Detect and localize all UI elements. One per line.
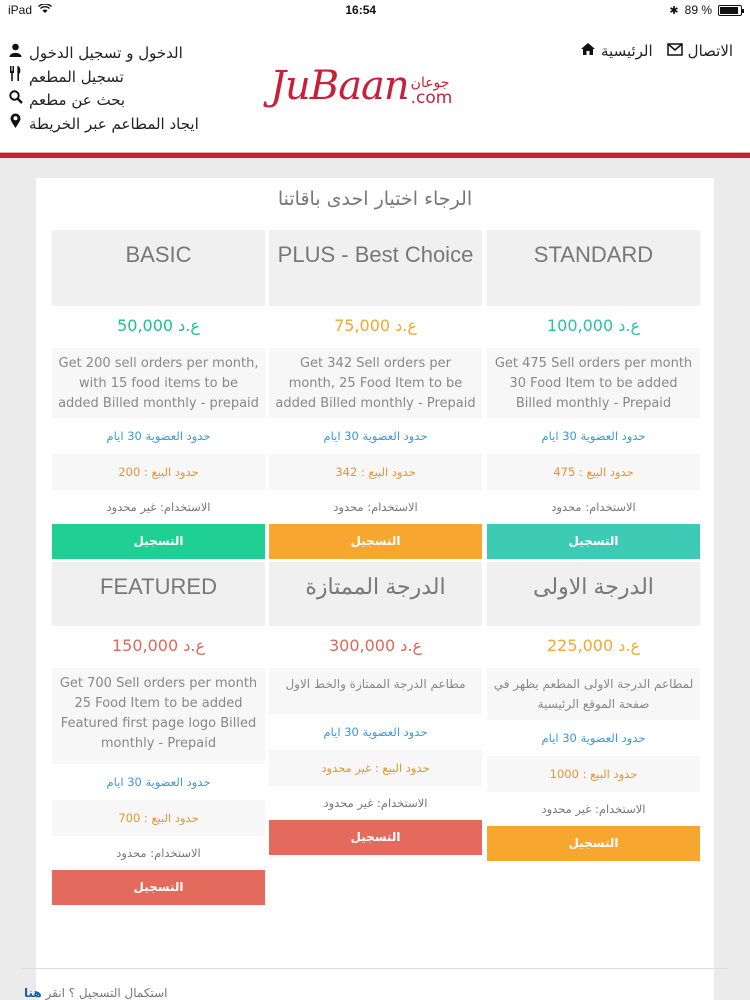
plan-sell-limit: حدود البيع : غير محدود (269, 750, 482, 786)
footer-note (24, 986, 167, 1000)
register-restaurant-link[interactable] (8, 66, 199, 90)
plan-title: PLUS - Best Choice (269, 230, 482, 306)
plan-duration: حدود العضوية 30 ايام (487, 720, 700, 756)
plan-sell-limit: حدود البيع : 200 (52, 454, 265, 490)
battery-percent: 89 % (684, 3, 712, 17)
plan-usage: الاستخدام: محدود (52, 836, 265, 870)
plan-duration: حدود العضوية 30 ايام (269, 418, 482, 454)
find-on-map-link[interactable] (8, 113, 199, 137)
device-name: iPad (8, 3, 33, 17)
plan-card (269, 562, 482, 855)
plan-usage: الاستخدام: غير محدود (487, 792, 700, 826)
plan-usage: الاستخدام: غير محدود (52, 490, 265, 524)
plan-register-button[interactable]: التسجيل (269, 820, 482, 855)
plan-sell-limit: حدود البيع : 1000 (487, 756, 700, 792)
battery-icon (718, 5, 742, 16)
page-title: الرجاء اختيار احدى باقاتنا (277, 188, 473, 210)
plan-description: Get 700 Sell orders per month 25 Food Item to be added Featured first page logo Billed monthly - Prepaid (52, 668, 265, 764)
plan-register-button[interactable]: التسجيل (52, 870, 265, 905)
plan-price: ع.د 225,000 (487, 626, 700, 668)
site-logo[interactable] (270, 63, 453, 109)
plan-register-button[interactable]: التسجيل (487, 524, 700, 559)
plan-title: STANDARD (487, 230, 700, 306)
plan-duration: حدود العضوية 30 ايام (487, 418, 700, 454)
plan-sell-limit: حدود البيع : 342 (269, 454, 482, 490)
site-header (0, 20, 750, 152)
plan-card (52, 562, 265, 905)
status-bar (0, 0, 750, 20)
register-restaurant-label: تسجيل المطعم (29, 67, 124, 86)
user-icon (8, 42, 23, 66)
plan-title: BASIC (52, 230, 265, 306)
plan-card (269, 230, 482, 559)
pricing-panel (36, 178, 714, 1000)
nav-home-label: الرئيسية (601, 42, 653, 60)
plan-description: Get 200 sell orders per month, with 15 food items to be added Billed monthly - prepaid (52, 348, 265, 418)
main-nav (580, 42, 733, 60)
footer-divider (22, 968, 728, 969)
nav-contact-label: الاتصال (687, 42, 734, 60)
plan-title: FEATURED (52, 562, 265, 626)
logo-side (411, 76, 453, 106)
plan-title: الدرجة الممتازة (269, 562, 482, 626)
plan-duration: حدود العضوية 30 ايام (52, 418, 265, 454)
plan-usage: الاستخدام: محدود (487, 490, 700, 524)
nav-contact[interactable] (667, 42, 733, 60)
plan-sell-limit: حدود البيع : 475 (487, 454, 700, 490)
plan-description: مطاعم الدرجة الممتازة والخط الاول (269, 668, 482, 714)
plan-card (487, 230, 700, 559)
envelope-icon (667, 42, 683, 60)
logo-com: .com (410, 88, 453, 108)
search-restaurant-label: بحث عن مطعم (29, 91, 126, 109)
search-restaurant-link[interactable] (8, 89, 199, 113)
plan-register-button[interactable]: التسجيل (52, 524, 265, 559)
plan-usage: الاستخدام: محدود (269, 490, 482, 524)
plan-description: Get 475 Sell orders per month 30 Food Item to be added Billed monthly - Prepaid (487, 348, 700, 418)
cutlery-icon (8, 66, 23, 90)
user-menu (8, 42, 199, 136)
header-divider (0, 152, 750, 158)
plan-price: ع.د 50,000 (52, 306, 265, 348)
plan-register-button[interactable]: التسجيل (269, 524, 482, 559)
logo-text: JuBaan (270, 63, 409, 109)
footer-here-link[interactable]: هنا (24, 986, 42, 1000)
plan-register-button[interactable]: التسجيل (487, 826, 700, 861)
login-link[interactable] (8, 42, 199, 66)
login-label: الدخول و تسجيل الدخول (29, 44, 183, 62)
map-marker-icon (8, 113, 23, 137)
plan-usage: الاستخدام: غير محدود (269, 786, 482, 820)
plan-duration: حدود العضوية 30 ايام (52, 764, 265, 800)
plan-description: Get 342 Sell orders per month, 25 Food Item to be added Billed monthly - Prepaid (269, 348, 482, 418)
find-on-map-label: ايجاد المطاعم عبر الخريطة (29, 114, 199, 133)
plan-price: ع.د 150,000 (52, 626, 265, 668)
plan-card (52, 230, 265, 559)
wifi-icon (38, 3, 52, 17)
plan-price: ع.د 100,000 (487, 306, 700, 348)
home-icon (580, 42, 596, 60)
plan-card (487, 562, 700, 861)
bluetooth-icon: ✱ (669, 4, 679, 17)
search-icon (8, 89, 23, 113)
nav-home[interactable] (580, 42, 653, 60)
footer-text: استكمال التسجيل ؟ انقر (45, 986, 168, 1000)
plan-sell-limit: حدود البيع : 700 (52, 800, 265, 836)
clock: 16:54 (345, 3, 377, 17)
logo-arabic: جوعان (410, 75, 450, 91)
plan-description: لمطاعم الدرجة الاولى المطعم يظهر في صفحة الموقع الرئيسية (487, 668, 700, 720)
plan-price: ع.د 75,000 (269, 306, 482, 348)
plan-duration: حدود العضوية 30 ايام (269, 714, 482, 750)
plan-title: الدرجة الاولى (487, 562, 700, 626)
plan-price: ع.د 300,000 (269, 626, 482, 668)
